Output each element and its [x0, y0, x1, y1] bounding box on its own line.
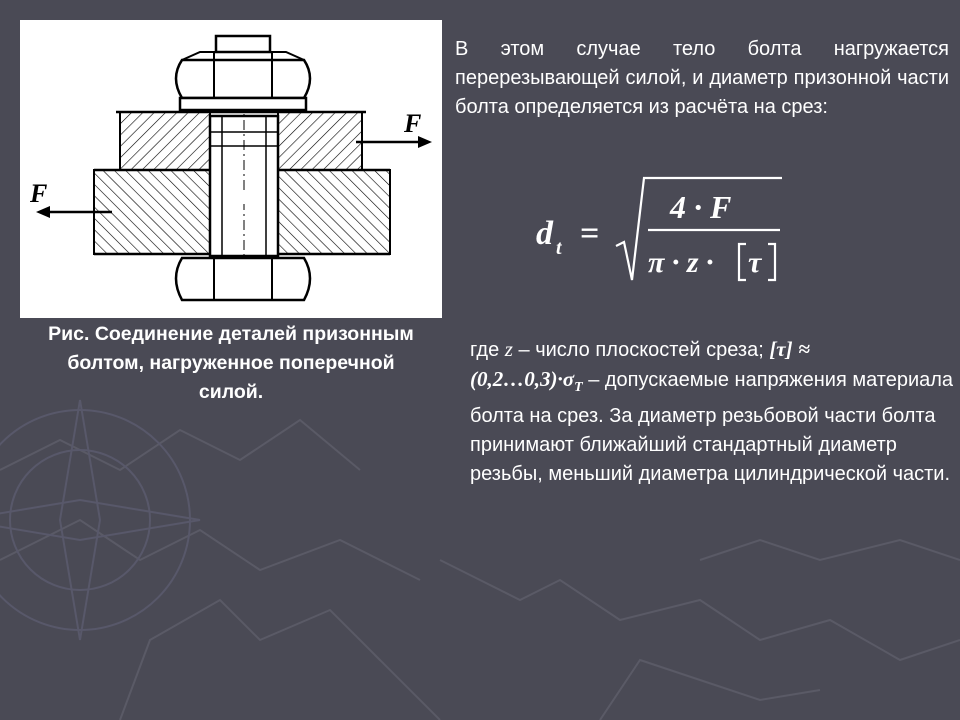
- formula-tau: τ: [748, 246, 762, 279]
- desc-sigma-sub: T: [574, 380, 583, 395]
- desc-where: где: [470, 339, 500, 361]
- desc-z-symbol: z: [504, 337, 513, 361]
- desc-dot: ·: [557, 367, 563, 391]
- formula-denominator: π · z ·: [648, 246, 714, 279]
- desc-range: (0,2…0,3): [470, 367, 558, 391]
- bolt-joint-drawing: [20, 20, 442, 318]
- formula-equals: =: [580, 215, 600, 252]
- desc-z-text: – число плоскостей среза;: [518, 339, 764, 361]
- description-paragraph: [470, 335, 955, 489]
- bracket-right: [768, 244, 775, 280]
- figure-caption: Рис. Соединение деталей призонным болтом, нагруженное поперечной силой.: [48, 323, 414, 403]
- intro-paragraph: В этом случае тело болта нагружается перерезывающей силой, и диаметр призонной части болта определяется из расчёта на срез:: [455, 38, 949, 118]
- force-right-label: F: [404, 109, 422, 138]
- bolt-head: [176, 258, 310, 300]
- formula-lhs-sub: t: [556, 237, 562, 259]
- formula-lhs: d: [536, 215, 553, 252]
- bracket-left: [739, 244, 746, 280]
- force-left-label: F: [30, 179, 48, 208]
- formula-numerator: 4 · F: [670, 189, 732, 225]
- desc-approx: ≈: [798, 337, 810, 361]
- top-nut: [176, 36, 310, 110]
- desc-sigma: σ: [562, 367, 575, 391]
- desc-tau-symbol: [τ]: [769, 337, 793, 361]
- desc-rest: – допускаемые напряжения материала болта на срез. За диаметр резьбовой части болта принимают ближайший стандартный диаметр резьбы, меньший диаметра цилиндрической части.: [470, 369, 954, 485]
- force-arrow-right: [356, 109, 432, 148]
- bolt-joint-figure: [20, 20, 442, 318]
- shear-formula: [530, 172, 800, 292]
